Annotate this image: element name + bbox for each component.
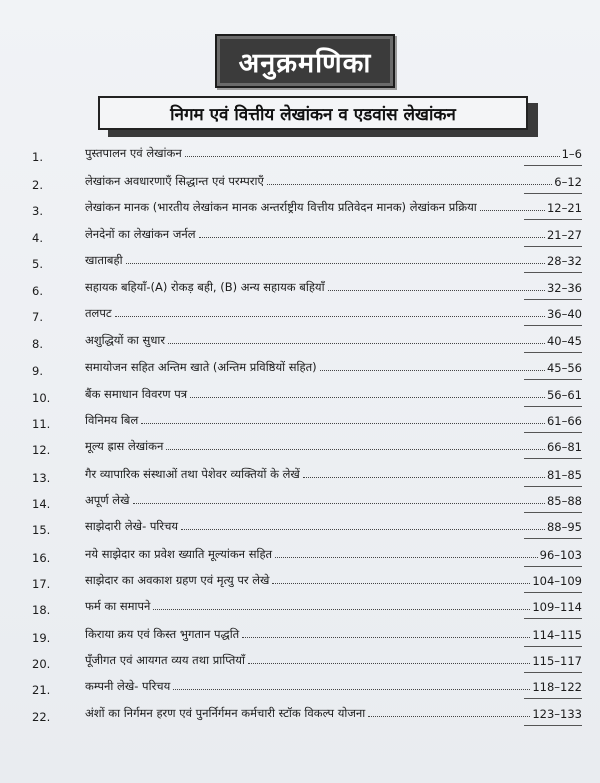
toc-number: 2. xyxy=(32,178,43,192)
toc-row xyxy=(0,306,600,326)
toc-entry xyxy=(85,679,582,694)
toc-underline xyxy=(524,193,582,194)
toc-underline xyxy=(524,406,582,407)
toc-entry xyxy=(85,227,582,242)
toc-entry xyxy=(85,706,582,721)
toc-entry xyxy=(85,387,582,402)
toc-title: खाताबही xyxy=(85,253,123,267)
toc-underline xyxy=(524,219,582,220)
toc-page-range: 40–45 xyxy=(546,334,582,348)
toc-underline xyxy=(524,272,582,273)
toc-row xyxy=(0,280,600,300)
toc-leader xyxy=(141,423,545,424)
toc-leader xyxy=(185,156,560,157)
toc-number: 3. xyxy=(32,204,43,218)
toc-title: लेनदेनों का लेखांकन जर्नल xyxy=(85,227,196,241)
toc-leader xyxy=(153,609,530,610)
toc-page-range: 28–32 xyxy=(546,254,582,268)
toc-row xyxy=(0,146,600,166)
toc-number: 16. xyxy=(32,551,51,565)
toc-page-range: 6–12 xyxy=(554,175,582,189)
toc-entry xyxy=(85,493,582,508)
toc-leader xyxy=(199,237,545,238)
toc-underline xyxy=(524,725,582,726)
toc-leader xyxy=(166,449,545,450)
toc-row xyxy=(0,467,600,487)
toc-page-range: 104–109 xyxy=(532,574,582,588)
toc-page-range: 61–66 xyxy=(546,414,582,428)
toc-row xyxy=(0,439,600,459)
toc-title: कम्पनी लेखे- परिचय xyxy=(85,679,171,693)
toc-entry xyxy=(85,627,582,642)
toc-page-range: 66–81 xyxy=(546,440,582,454)
toc-page-range: 12–21 xyxy=(546,201,582,215)
toc-row xyxy=(0,627,600,647)
toc-title: लेखांकन अवधारणाएँ सिद्धान्त एवं परम्पराएँ xyxy=(85,174,264,188)
toc-title: तलपट xyxy=(85,306,112,320)
toc-number: 19. xyxy=(32,631,51,645)
toc-underline xyxy=(524,379,582,380)
toc-page-range: 88–95 xyxy=(546,520,582,534)
toc-title: पुस्तपालन एवं लेखांकन xyxy=(85,146,182,160)
toc-page-range: 56–61 xyxy=(546,388,582,402)
toc-title: लेखांकन मानक (भारतीय लेखांकन मानक अन्तर्राष्ट्रीय वित्तीय प्रतिवेदन मानक) लेखांकन प्रक्रिया xyxy=(85,200,477,214)
toc-page-range: 115–117 xyxy=(532,654,582,668)
toc-number: 14. xyxy=(32,497,51,511)
toc-entry xyxy=(85,439,582,454)
toc-number: 1. xyxy=(32,150,43,164)
toc-row xyxy=(0,200,600,220)
toc-leader xyxy=(133,503,545,504)
toc-leader xyxy=(275,557,538,558)
toc-underline xyxy=(524,592,582,593)
toc-page-range: 118–122 xyxy=(532,680,582,694)
toc-entry xyxy=(85,467,582,482)
toc-underline xyxy=(524,698,582,699)
toc-row xyxy=(0,493,600,513)
toc-row xyxy=(0,653,600,673)
toc-underline xyxy=(524,246,582,247)
toc-entry xyxy=(85,333,582,348)
toc-row xyxy=(0,387,600,407)
toc-page-range: 85–88 xyxy=(546,494,582,508)
toc-number: 22. xyxy=(32,710,51,724)
toc-entry xyxy=(85,146,582,161)
toc-entry xyxy=(85,200,582,215)
toc-leader xyxy=(126,263,545,264)
toc-page-range: 32–36 xyxy=(546,281,582,295)
toc-leader xyxy=(115,316,545,317)
toc-underline xyxy=(524,672,582,673)
toc-number: 21. xyxy=(32,683,51,697)
toc-number: 4. xyxy=(32,231,43,245)
toc-title: फर्म का समापने xyxy=(85,599,151,613)
toc-page-range: 96–103 xyxy=(539,548,582,562)
toc-entry xyxy=(85,547,582,562)
toc-title: नये साझेदार का प्रवेश ख्याति मूल्यांकन सहित xyxy=(85,547,273,561)
toc-page-range: 45–56 xyxy=(546,361,582,375)
toc-leader xyxy=(303,477,545,478)
toc-row xyxy=(0,413,600,433)
toc-row xyxy=(0,547,600,567)
toc-leader xyxy=(267,184,552,185)
toc-underline xyxy=(524,432,582,433)
toc-underline xyxy=(524,325,582,326)
toc-title: पूँजीगत एवं आयगत व्यय तथा प्राप्तियाँ xyxy=(85,653,245,667)
toc-entry xyxy=(85,174,582,189)
toc-entry xyxy=(85,306,582,321)
subtitle-text: निगम एवं वित्तीय लेखांकन व एडवांस लेखांकन xyxy=(170,104,456,125)
toc-leader xyxy=(168,343,545,344)
toc-row xyxy=(0,253,600,273)
toc-underline xyxy=(524,165,582,166)
toc-leader xyxy=(320,370,545,371)
toc-title: समायोजन सहित अन्तिम खाते (अन्तिम प्रविष्ठियों सहित) xyxy=(85,360,317,374)
toc-number: 7. xyxy=(32,310,43,324)
toc-underline xyxy=(524,352,582,353)
toc-page-range: 109–114 xyxy=(532,600,582,614)
toc-title: मूल्य ह्रास लेखांकन xyxy=(85,439,164,453)
toc-number: 9. xyxy=(32,364,43,378)
toc-row xyxy=(0,174,600,194)
toc-row xyxy=(0,333,600,353)
toc-leader xyxy=(328,290,545,291)
toc-leader xyxy=(190,397,545,398)
subtitle-box xyxy=(98,96,528,130)
index-title: अनुक्रमणिका xyxy=(238,47,372,79)
toc-underline xyxy=(524,512,582,513)
toc-title: गैर व्यापारिक संस्थाओं तथा पेशेवर व्यक्तियों के लेखें xyxy=(85,467,300,481)
toc-number: 17. xyxy=(32,577,51,591)
subtitle-banner xyxy=(98,96,528,130)
toc-title: अशुद्धियों का सुधार xyxy=(85,333,166,347)
toc-page-range: 123–133 xyxy=(532,707,582,721)
toc-title: साझेदारी लेखे- परिचय xyxy=(85,519,179,533)
toc-entry xyxy=(85,360,582,375)
toc-title: अंशों का निर्गमन हरण एवं पुनर्निर्गमन कर्मचारी स्टॉक विकल्प योजना xyxy=(85,706,366,720)
toc-number: 12. xyxy=(32,443,51,457)
toc-page-range: 81–85 xyxy=(546,468,582,482)
toc-number: 18. xyxy=(32,603,51,617)
toc-number: 6. xyxy=(32,284,43,298)
toc-leader xyxy=(248,663,530,664)
toc-entry xyxy=(85,519,582,534)
toc-page-range: 36–40 xyxy=(546,307,582,321)
toc-number: 5. xyxy=(32,257,43,271)
toc-leader xyxy=(272,583,530,584)
index-title-box xyxy=(215,34,395,88)
toc-number: 13. xyxy=(32,471,51,485)
toc-underline xyxy=(524,486,582,487)
toc-row xyxy=(0,227,600,247)
toc-leader xyxy=(181,529,545,530)
toc-entry xyxy=(85,280,582,295)
toc-row xyxy=(0,519,600,539)
toc-row xyxy=(0,360,600,380)
toc-leader xyxy=(242,637,530,638)
toc-page-range: 1–6 xyxy=(561,147,582,161)
toc-underline xyxy=(524,538,582,539)
toc-underline xyxy=(524,458,582,459)
toc-title: सहायक बहियाँ-(A) रोकड़ बही, (B) अन्य सहायक बहियाँ xyxy=(85,280,325,294)
toc-underline xyxy=(524,646,582,647)
toc-title: साझेदार का अवकाश ग्रहण एवं मृत्यु पर लेखे xyxy=(85,573,270,587)
toc-row xyxy=(0,679,600,699)
toc-leader xyxy=(368,716,530,717)
toc-entry xyxy=(85,653,582,668)
toc-underline xyxy=(524,299,582,300)
toc-number: 11. xyxy=(32,417,51,431)
toc-number: 15. xyxy=(32,523,51,537)
toc-underline xyxy=(524,618,582,619)
toc-row xyxy=(0,599,600,619)
toc-title: किराया क्रय एवं किस्त भुगतान पद्धति xyxy=(85,627,240,641)
toc-row xyxy=(0,706,600,726)
toc-number: 20. xyxy=(32,657,51,671)
toc-title: अपूर्ण लेखे xyxy=(85,493,130,507)
toc-leader xyxy=(173,689,530,690)
toc-title: बैंक समाधान विवरण पत्र xyxy=(85,387,188,401)
toc-title: विनिमय बिल xyxy=(85,413,139,427)
toc-page-range: 114–115 xyxy=(532,628,582,642)
toc-page-range: 21–27 xyxy=(546,228,582,242)
toc-entry xyxy=(85,253,582,268)
toc-number: 10. xyxy=(32,391,51,405)
toc-underline xyxy=(524,566,582,567)
toc-number: 8. xyxy=(32,337,43,351)
toc-entry xyxy=(85,413,582,428)
toc-row xyxy=(0,573,600,593)
toc-leader xyxy=(480,210,545,211)
toc-entry xyxy=(85,573,582,588)
toc-entry xyxy=(85,599,582,614)
